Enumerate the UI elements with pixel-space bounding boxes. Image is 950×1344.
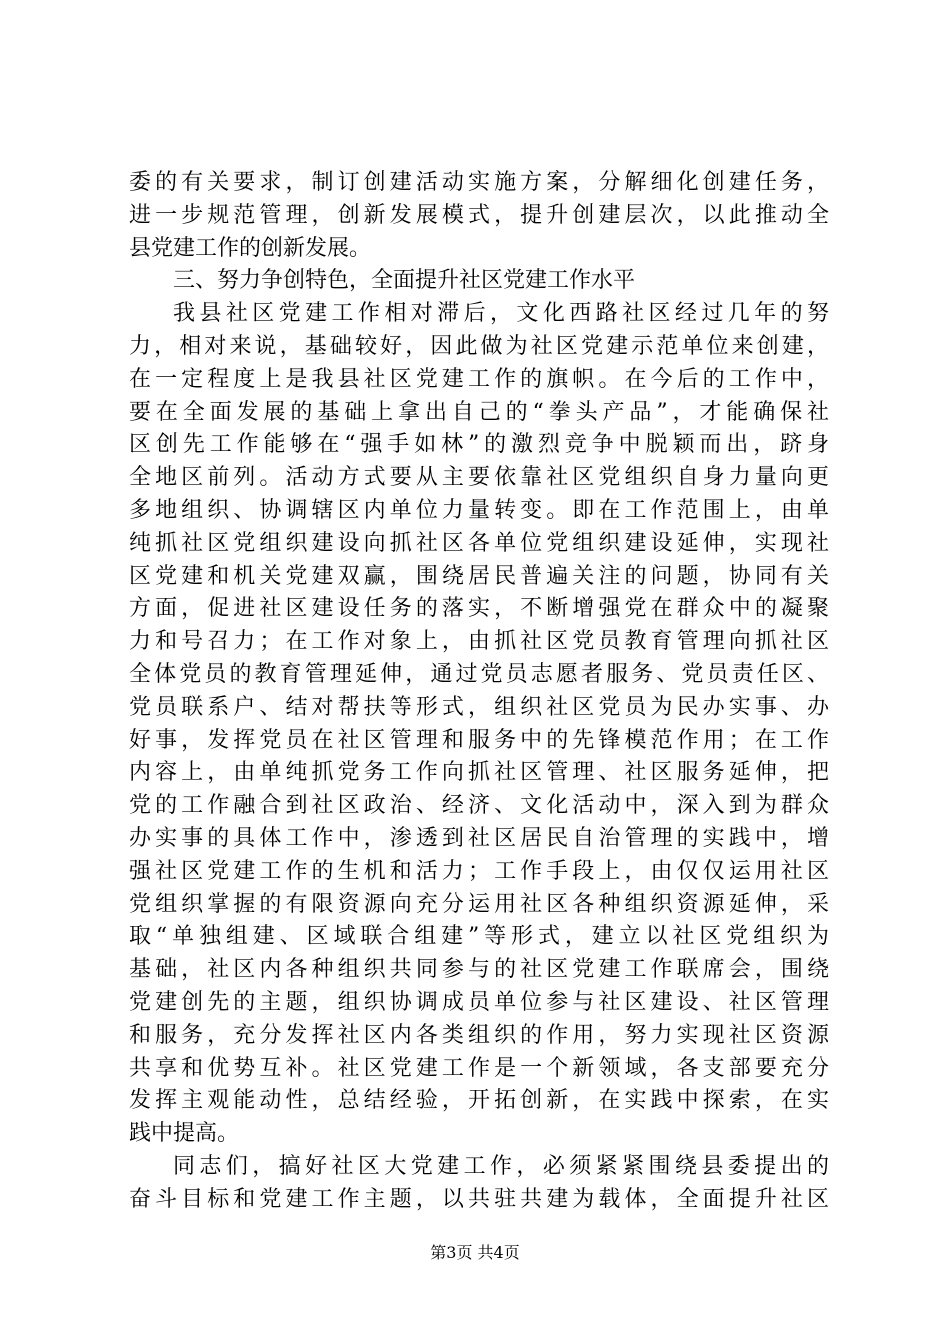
text-line: 力，相对来说，基础较好，因此做为社区党建示范单位来创建， bbox=[129, 333, 829, 359]
text-line: 办实事的具体工作中，渗透到社区居民自治管理的实践中，增 bbox=[129, 825, 829, 851]
text-line: 奋斗目标和党建工作主题，以共驻共建为载体，全面提升社区 bbox=[129, 1186, 829, 1212]
text-line: 进一步规范管理，创新发展模式，提升创建层次，以此推动全 bbox=[129, 202, 829, 228]
text-line: 区党建和机关党建双赢，围绕居民普遍关注的问题，协同有关 bbox=[129, 563, 829, 589]
text-line: 多地组织、协调辖区内单位力量转变。即在工作范围上，由单 bbox=[129, 497, 829, 523]
body-text bbox=[129, 167, 829, 1217]
text-line: 纯抓社区党组织建设向抓社区各单位党组织建设延伸，实现社 bbox=[129, 530, 829, 556]
text-line: 基础，社区内各种组织共同参与的社区党建工作联席会，围绕 bbox=[129, 957, 829, 983]
text-line: 践中提高。 bbox=[129, 1121, 240, 1147]
text-line: 区创先工作能够在“强手如林”的激烈竞争中脱颖而出，跻身 bbox=[129, 432, 829, 458]
text-line: 党的工作融合到社区政治、经济、文化活动中，深入到为群众 bbox=[129, 793, 829, 819]
text-line: 党组织掌握的有限资源向充分运用社区各种组织资源延伸，采 bbox=[129, 891, 829, 917]
text-line: 全地区前列。活动方式要从主要依靠社区党组织自身力量向更 bbox=[129, 465, 829, 491]
text-line: 内容上，由单纯抓党务工作向抓社区管理、社区服务延伸，把 bbox=[129, 760, 829, 786]
text-line: 全体党员的教育管理延伸，通过党员志愿者服务、党员责任区、 bbox=[129, 661, 829, 687]
text-line: 党员联系户、结对帮扶等形式，组织社区党员为民办实事、办 bbox=[129, 694, 829, 720]
text-line: 发挥主观能动性，总结经验，开拓创新，在实践中探索，在实 bbox=[129, 1088, 829, 1114]
text-line: 三、努力争创特色，全面提升社区党建工作水平 bbox=[173, 268, 636, 294]
text-line: 同志们，搞好社区大党建工作，必须紧紧围绕县委提出的 bbox=[173, 1153, 829, 1179]
text-line: 强社区党建工作的生机和活力；工作手段上，由仅仅运用社区 bbox=[129, 858, 829, 884]
text-line: 委的有关要求，制订创建活动实施方案，分解细化创建任务， bbox=[129, 170, 829, 195]
text-line: 取“单独组建、区域联合组建”等形式，建立以社区党组织为 bbox=[129, 924, 829, 950]
text-line: 共享和优势互补。社区党建工作是一个新领域，各支部要充分 bbox=[129, 1055, 829, 1081]
page-footer: 第3页 共4页 bbox=[430, 1243, 520, 1262]
text-line: 方面，促进社区建设任务的落实，不断增强党在群众中的凝聚 bbox=[129, 596, 829, 622]
text-line: 力和号召力；在工作对象上，由抓社区党员教育管理向抓社区 bbox=[129, 629, 829, 655]
text-line: 县党建工作的创新发展。 bbox=[129, 235, 372, 261]
text-line: 和服务，充分发挥社区内各类组织的作用，努力实现社区资源 bbox=[129, 1022, 829, 1048]
text-line: 我县社区党建工作相对滞后，文化西路社区经过几年的努 bbox=[173, 301, 829, 327]
text-line: 好事，发挥党员在社区管理和服务中的先锋模范作用；在工作 bbox=[129, 727, 829, 753]
text-line: 党建创先的主题，组织协调成员单位参与社区建设、社区管理 bbox=[129, 989, 829, 1015]
text-line: 在一定程度上是我县社区党建工作的旗帜。在今后的工作中， bbox=[129, 366, 829, 392]
text-line: 要在全面发展的基础上拿出自己的“拳头产品”，才能确保社 bbox=[129, 399, 829, 425]
